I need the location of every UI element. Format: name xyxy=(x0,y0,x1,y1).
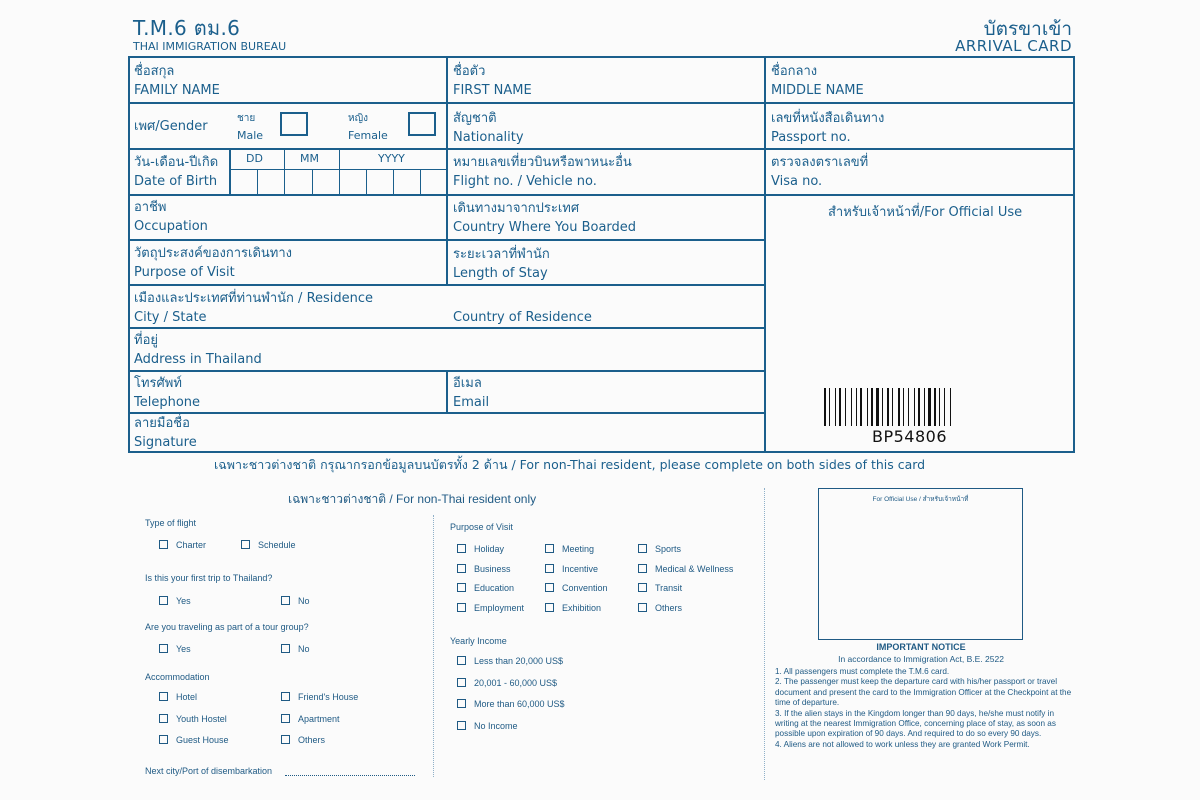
family-name-field[interactable] xyxy=(134,62,220,100)
accommodation-others-option[interactable]: Others xyxy=(281,735,325,746)
country-residence-label[interactable]: Country of Residence xyxy=(453,310,592,325)
dob-month-header: MM xyxy=(300,152,319,165)
city-field-label[interactable]: City / State xyxy=(134,310,207,325)
sports-option[interactable]: Sports xyxy=(638,544,681,555)
official-use-box: For Official Use / สำหรับเจ้าหน้าที่ xyxy=(818,488,1023,640)
female-label: หญิง Female xyxy=(348,113,388,142)
holiday-option[interactable]: Holiday xyxy=(457,544,504,555)
stay-field[interactable]: ระยะเวลาที่พำนัก Length of Stay xyxy=(453,247,550,281)
notice-title: IMPORTANT NOTICE xyxy=(876,642,966,652)
address-field[interactable]: ที่อยู่ Address in Thailand xyxy=(134,333,262,367)
middle-name-field[interactable] xyxy=(771,62,864,100)
email-label: Email xyxy=(453,395,490,410)
yearly-income-label: Yearly Income xyxy=(450,636,507,646)
dob-field[interactable]: วัน-เดือน-ปีเกิด Date of Birth xyxy=(134,155,219,189)
dob-year-header: YYYY xyxy=(378,152,405,165)
lower-title: เฉพาะชาวต่างชาติ / For non-Thai resident only xyxy=(288,492,537,506)
accommodation-label: Accommodation xyxy=(145,672,210,682)
hotel-option[interactable]: Hotel xyxy=(159,692,197,703)
apartment-option[interactable]: Apartment xyxy=(281,714,340,725)
charter-checkbox xyxy=(159,540,168,549)
male-label: ชาย Male xyxy=(237,113,264,142)
passport-label: Passport no. xyxy=(771,130,851,145)
next-city-label: Next city/Port of disembarkation xyxy=(145,766,273,776)
male-checkbox[interactable] xyxy=(280,112,308,136)
notice-subtitle: In accordance to Immigration Act, B.E. 2522 xyxy=(838,654,1004,664)
address-label: Address in Thailand xyxy=(134,352,262,367)
exhibition-option[interactable]: Exhibition xyxy=(545,603,601,614)
purpose-of-visit-label: Purpose of Visit xyxy=(450,522,513,532)
family-name-label: FAMILY NAME xyxy=(134,83,220,98)
notice-items: 1. All passengers must complete the T.M.6 card. 2. The passenger must keep the departure card with his/her passport or travel document and present the card to the Immigration Officer at the Checkpoint at the time of departure. 3. If the alien stays in the Kingdom longer than 90 days, he/she must notify in writing at the nearest Immigration Office, concerning place of stay, as soon as possible upon expiration of 90 days. And required to do so every 90 days. 4. Aliens are not allowed to work unless they are granted Work Permit. xyxy=(775,667,1072,749)
form-code: T.M.6 ตม.6 xyxy=(133,16,241,40)
visa-label: Visa no. xyxy=(771,174,823,189)
bureau-name: THAI IMMIGRATION BUREAU xyxy=(133,40,287,53)
next-city-line[interactable] xyxy=(285,775,415,776)
dob-label: Date of Birth xyxy=(134,174,218,189)
middle-name-label-th: ชื่อกลาง xyxy=(771,64,818,79)
instruction-text: เฉพาะชาวต่างชาติ กรุณากรอกข้อมูลบนบัตรทั้ง 2 ด้าน / For non-Thai resident, please complete on both sides of this card xyxy=(214,457,926,472)
tour-group-yes[interactable]: Yes xyxy=(159,644,191,655)
incentive-option[interactable]: Incentive xyxy=(545,564,598,575)
signature-label: Signature xyxy=(134,435,197,450)
dob-day-header: DD xyxy=(246,152,263,165)
signature-field[interactable]: ลายมือชื่อ Signature xyxy=(134,416,197,450)
phone-field[interactable]: โทรศัพท์ Telephone xyxy=(134,376,201,410)
purpose-label: Purpose of Visit xyxy=(134,265,235,280)
convention-option[interactable]: Convention xyxy=(545,583,608,594)
purpose-field[interactable]: วัตถุประสงค์ของการเดินทาง Purpose of Visit xyxy=(134,246,292,280)
boarded-label: Country Where You Boarded xyxy=(453,220,637,235)
income-option-4[interactable]: No Income xyxy=(457,721,518,732)
employment-option[interactable]: Employment xyxy=(457,603,524,614)
email-field[interactable]: อีเมล Email xyxy=(453,376,490,410)
friends-house-option[interactable]: Friend's House xyxy=(281,692,358,703)
occupation-label: Occupation xyxy=(134,219,208,234)
schedule-option[interactable]: Schedule xyxy=(241,540,296,551)
residence-label: เมืองและประเทศที่ท่านพำนัก / Residence xyxy=(134,291,374,306)
flight-label: Flight no. / Vehicle no. xyxy=(453,174,597,189)
tour-group-no[interactable]: No xyxy=(281,644,310,655)
first-trip-label: Is this your first trip to Thailand? xyxy=(145,573,273,583)
transit-option[interactable]: Transit xyxy=(638,583,682,594)
first-name-label: FIRST NAME xyxy=(453,83,532,98)
youth-hostel-option[interactable]: Youth Hostel xyxy=(159,714,227,725)
official-use-label: สำหรับเจ้าหน้าที่/For Official Use xyxy=(828,205,1023,220)
boarded-field[interactable]: เดินทางมาจากประเทศ Country Where You Boarded xyxy=(453,201,637,235)
family-name-label-th: ชื่อสกุล xyxy=(134,64,175,79)
stay-label: Length of Stay xyxy=(453,266,548,281)
meeting-option[interactable]: Meeting xyxy=(545,544,594,555)
first-name-field[interactable] xyxy=(453,62,532,100)
card-title: ARRIVAL CARD xyxy=(955,37,1072,55)
income-option-3[interactable]: More than 60,000 US$ xyxy=(457,699,565,710)
medical-option[interactable]: Medical & Wellness xyxy=(638,564,733,575)
flight-field[interactable]: หมายเลขเที่ยวบินหรือพาหนะอื่น Flight no. / Vehicle no. xyxy=(453,155,632,189)
thai-title: บัตรขาเข้า xyxy=(983,18,1072,40)
education-option[interactable]: Education xyxy=(457,583,514,594)
income-option-2[interactable]: 20,001 - 60,000 US$ xyxy=(457,678,557,689)
purpose-others-option[interactable]: Others xyxy=(638,603,682,614)
first-name-label-th: ชื่อตัว xyxy=(453,64,486,79)
middle-name-label: MIDDLE NAME xyxy=(771,83,864,98)
barcode xyxy=(824,388,1004,426)
first-trip-yes[interactable]: Yes xyxy=(159,596,191,607)
visa-field[interactable]: ตรวจลงตราเลขที่ Visa no. xyxy=(771,155,869,189)
female-checkbox[interactable] xyxy=(408,112,436,136)
type-of-flight-label: Type of flight xyxy=(145,518,197,528)
nationality-label: Nationality xyxy=(453,130,524,145)
charter-option[interactable]: Charter xyxy=(159,540,206,551)
first-trip-no[interactable]: No xyxy=(281,596,310,607)
phone-label: Telephone xyxy=(134,395,201,410)
serial-number: BP54806 xyxy=(872,427,948,446)
nationality-field[interactable]: สัญชาติ Nationality xyxy=(453,111,524,145)
income-option-1[interactable]: Less than 20,000 US$ xyxy=(457,656,563,667)
occupation-field[interactable]: อาชีพ Occupation xyxy=(134,200,208,234)
tour-group-label: Are you traveling as part of a tour group? xyxy=(145,622,309,632)
gender-label: เพศ/Gender xyxy=(134,119,208,134)
passport-field[interactable]: เลขที่หนังสือเดินทาง Passport no. xyxy=(771,111,885,145)
guest-house-option[interactable]: Guest House xyxy=(159,735,229,746)
business-option[interactable]: Business xyxy=(457,564,511,575)
schedule-checkbox xyxy=(241,540,250,549)
